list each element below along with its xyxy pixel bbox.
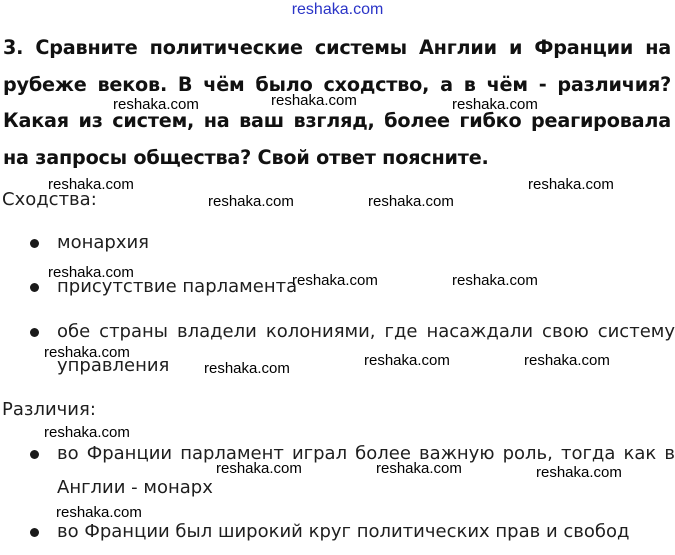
watermark: reshaka.com	[536, 464, 622, 481]
difference-item-text: во Франции парламент играл более важную роль, тогда как в Англии - монарх	[57, 443, 675, 498]
watermark: reshaka.com	[452, 96, 538, 113]
watermark: reshaka.com	[113, 96, 199, 113]
bullet-icon	[30, 450, 39, 459]
watermark: reshaka.com	[44, 344, 130, 361]
watermark: reshaka.com	[528, 176, 614, 193]
bullet-icon	[30, 328, 39, 337]
watermark: reshaka.com	[208, 193, 294, 210]
watermark: reshaka.com	[44, 424, 130, 441]
site-header[interactable]: reshaka.com	[291, 1, 384, 18]
similarity-item-1	[30, 226, 675, 260]
similarity-item-text: монархия	[57, 232, 149, 253]
watermark: reshaka.com	[376, 460, 462, 477]
watermark: reshaka.com	[452, 272, 538, 289]
question-text: 3. Сравните политические системы Англии и Франции на рубеже веков. В чём было сходство, а в чём - различия? Какая из систем, на ваш взгляд, более гибко реагировала на запросы общества? Свой ответ поясните.	[3, 36, 671, 169]
watermark: reshaka.com	[48, 176, 134, 193]
differences-label: Различия:	[2, 399, 96, 420]
bullet-icon	[30, 283, 39, 292]
watermark: reshaka.com	[48, 264, 134, 281]
watermark: reshaka.com	[216, 460, 302, 477]
bullet-icon	[30, 528, 39, 537]
watermark: reshaka.com	[368, 193, 454, 210]
difference-item-text: во Франции был широкий круг политических прав и свобод	[57, 521, 630, 542]
similarity-item-text: присутствие парламента	[57, 276, 298, 297]
watermark: reshaka.com	[524, 352, 610, 369]
watermark: reshaka.com	[271, 92, 357, 109]
watermark: reshaka.com	[292, 272, 378, 289]
similarities-label: Сходства:	[2, 189, 97, 210]
watermark: reshaka.com	[56, 504, 142, 521]
watermark: reshaka.com	[204, 360, 290, 377]
watermark: reshaka.com	[364, 352, 450, 369]
similarity-item-text: обе страны владели колониями, где насаждали свою систему управления	[57, 321, 675, 376]
bullet-icon	[30, 239, 39, 248]
